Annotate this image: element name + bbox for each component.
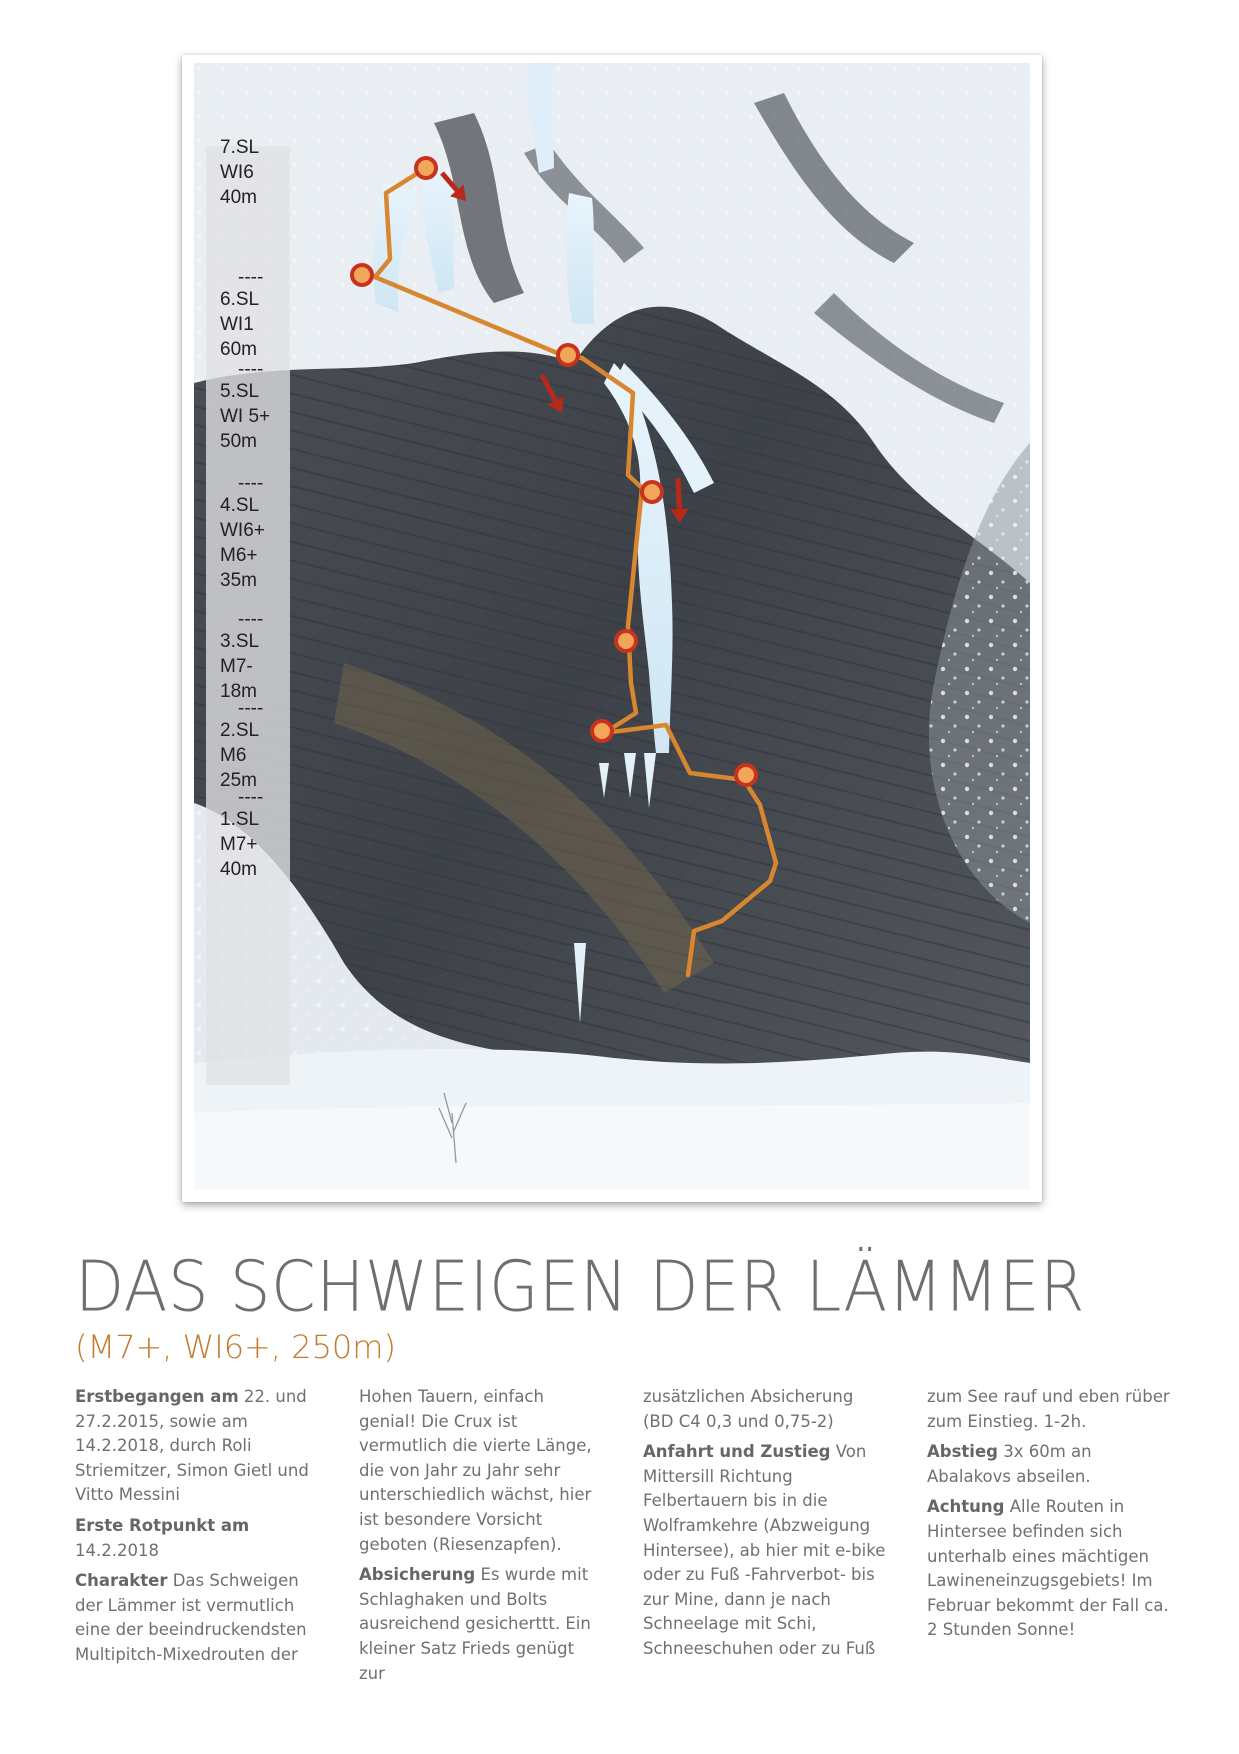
pitch-6-grade: WI1 [220,314,254,335]
redpoint-label: Erste Rotpunkt am [75,1515,250,1535]
pitch-separator: ---- [238,787,264,808]
character-continued-text: Hohen Tauern, einfach genial! Die Crux ist vermutlich die vierte Länge, die von Jahr zu Jahr sehr unterschiedlich wächst, hier ist besondere Vorsicht geboten (Riesenzapfen). [359,1387,592,1554]
pitch-1-number: 1.SL [220,809,260,830]
protection-continued-paragraph [643,1385,888,1434]
pitch-2-length: 25m [220,770,257,791]
pitch-6-number: 6.SL [220,289,260,310]
warning-label: Achtung [927,1497,1005,1517]
redpoint-paragraph [75,1514,320,1563]
character-text: Das Schweigen der Lämmer ist vermutlich eine der beeindruckendsten Multipitch-Mixedrouten der [75,1571,307,1664]
pitch-1-length: 40m [220,859,257,880]
pitch-5-grade: WI 5+ [220,406,271,427]
belay-station-4 [642,482,662,502]
pitch-4-grade-ice: WI6+ [220,520,265,541]
pitch-6-label [220,269,263,362]
first-ascent-paragraph [75,1385,320,1508]
route-grade-summary: (M7+, WI6+, 250m) [75,1328,396,1366]
character-label: Charakter [75,1571,168,1591]
warning-text: Alle Routen in Hintersee befinden sich unterhalb eines mächtigen Lawineneinzugsgebiets! Im Februar bekommt der Fall ca. 2 Stunden Sonne! [927,1497,1169,1640]
pitch-3-length: 18m [220,681,257,702]
pitch-separator: ---- [238,267,264,288]
pitch-2-number: 2.SL [220,720,260,741]
first-ascent-label: Erstbegangen am [75,1387,239,1406]
descent-label: Abstieg [927,1442,998,1462]
first-ascent-text: 22. und 27.2.2015, sowie am 14.2.2018, durch Roli Striemitzer, Simon Gietl und Vitto Messini [75,1387,309,1505]
pitch-4-number: 4.SL [220,495,260,516]
descent-text: 3x 60m an Abalakovs abseilen. [927,1442,1092,1486]
belay-station-3 [558,345,578,365]
protection-paragraph [359,1563,604,1686]
pitch-separator: ---- [238,698,264,719]
topo-photo-frame [182,55,1042,1202]
pitch-4-grade-mixed: M6+ [220,545,258,566]
approach-paragraph [643,1440,888,1661]
pitch-7-length: 40m [220,187,257,208]
belay-station-6 [592,721,612,741]
belay-station-7 [736,765,756,785]
belay-station-1 [416,158,436,178]
pitch-3-label [220,611,263,704]
route-title: DAS SCHWEIGEN DER LÄMMER [75,1248,1085,1328]
approach-continued-text: zum See rauf und eben rüber zum Einstieg. 1-2h. [927,1387,1170,1431]
warning-paragraph [927,1495,1172,1643]
approach-label: Anfahrt und Zustieg [643,1442,831,1462]
belay-station-2 [352,265,372,285]
pitch-2-grade: M6 [220,745,247,766]
character-continued-paragraph [359,1385,604,1557]
pitch-5-label [220,361,270,454]
protection-continued-text: zusätzlichen Absicherung (BD C4 0,3 und 0,75-2) [643,1387,854,1431]
approach-text: Von Mittersill Richtung Felbertauern bis in die Wolframkehre (Abzweigung Hintersee), ab hier mit e-bike oder zu Fuß -Fahrverbot- bis zur Mine, dann je nach Schneelage mit Schi, Schneeschuhen oder zu Fuß [643,1442,886,1658]
pitch-separator: ---- [238,609,264,630]
pitch-separator: ---- [238,359,264,380]
protection-text: Es wurde mit Schlaghaken und Bolts ausreichend gesicherttt. Ein kleiner Satz Frieds genügt zur [359,1565,591,1683]
pitch-4-length: 35m [220,570,257,591]
descent-paragraph [927,1440,1172,1489]
approach-continued-paragraph [927,1385,1172,1434]
text-column-1 [75,1385,320,1674]
character-paragraph [75,1569,320,1667]
topo-photo [194,63,1030,1190]
protection-label: Absicherung [359,1565,476,1585]
redpoint-text: 14.2.2018 [75,1540,159,1560]
pitch-1-grade: M7+ [220,834,258,855]
pitch-7-grade: WI6 [220,162,254,183]
pitch-3-grade: M7- [220,656,253,677]
pitch-2-label [220,700,263,793]
pitch-separator: ---- [238,473,264,494]
pitch-4-label [220,475,265,593]
pitch-7-number: 7.SL [220,137,260,158]
text-column-4 [927,1385,1172,1649]
pitch-3-number: 3.SL [220,631,260,652]
pitch-7-label [220,135,259,210]
ice-climb-photo [194,63,1030,1190]
belay-station-5 [616,631,636,651]
pitch-5-length: 50m [220,431,257,452]
text-column-2 [359,1385,604,1692]
text-column-3 [643,1385,888,1668]
pitch-1-label [220,789,263,882]
pitch-6-length: 60m [220,339,257,360]
pitch-5-number: 5.SL [220,381,260,402]
